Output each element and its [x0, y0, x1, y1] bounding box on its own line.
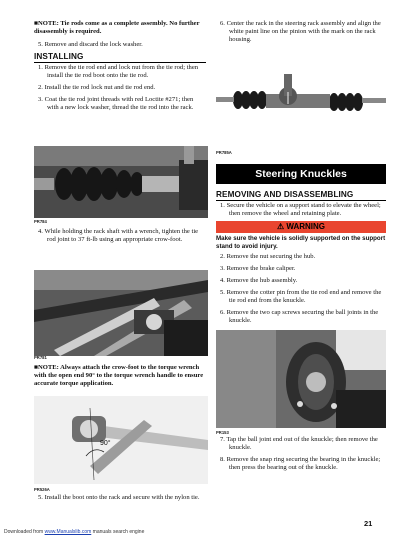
angle-90-label: 90°: [100, 440, 111, 447]
knuckle-step-2: 2. Remove the nut securing the hub.: [220, 253, 316, 260]
warning-banner: ⚠ WARNING: [216, 221, 386, 233]
step-4-tighten: 4. While holding the rack shaft with a wrench, tighten the tie rod joint to 37 ft-lb using an appropriate crow-foot.: [38, 228, 199, 243]
knuckle-step-6: 6. Remove the two cap screws securing the ball joints in the knuckle.: [220, 309, 379, 324]
photo-caption-pr781: PR781: [34, 355, 47, 360]
download-footer: [4, 529, 144, 535]
install-step-1: 1. Remove the tie rod end and lock nut from the tie rod; then install the tie rod boot onto the tie rod.: [38, 64, 199, 79]
download-prefix: Downloaded from: [4, 529, 45, 535]
step-6-center-rack: 6. Center the rack in the steering rack assembly and align the white paint line on the pinion with the mark on the rack housing.: [220, 20, 381, 43]
step-5-install-boot: 5. Install the boot onto the rack and secure with the nylon tie.: [38, 494, 200, 501]
download-suffix: manuals search engine: [91, 529, 145, 535]
photo-crowfoot-angle: [34, 396, 208, 484]
photo-caption-pr153: PR153: [216, 430, 229, 435]
note-tie-rods: ■NOTE: Tie rods come as a complete assembly. No further disassembly is required.: [34, 20, 200, 35]
manualslib-link[interactable]: www.Manualslib.com: [44, 529, 92, 535]
photo-tie-rod-boot: [34, 146, 208, 218]
photo-wrench-crowfoot: [34, 270, 208, 356]
install-step-2: 2. Install the tie rod lock nut and tie rod end.: [38, 84, 156, 91]
removing-heading: REMOVING AND DISASSEMBLING: [216, 190, 386, 201]
note-crowfoot: ■NOTE: Always attach the crow-foot to the torque wrench with the open end 90° to the torque wrench handle to ensure accurate torque application.: [34, 364, 204, 387]
section-title-steering-knuckles: Steering Knuckles: [216, 164, 386, 184]
knuckle-step-8: 8. Remove the snap ring securing the bearing in the knuckle; then press the bearing out of the knuckle.: [220, 456, 381, 471]
warning-text: Make sure the vehicle is solidly supported on the support stand to avoid injury.: [216, 235, 386, 250]
photo-knuckle: [216, 330, 386, 428]
page-number: 21: [364, 519, 373, 528]
knuckle-step-5: 5. Remove the cotter pin from the tie rod end and remove the tie rod end from the knuckle.: [220, 289, 382, 304]
step-5-lock-washer: 5. Remove and discard the lock washer.: [38, 41, 143, 48]
photo-steering-rack: [216, 52, 386, 144]
install-step-3: 3. Coat the tie rod joint threads with red Loctite #271; then with a new lock washer, thread the tie rod into the rack.: [38, 96, 194, 111]
photo-caption-pr785a: PR785A: [216, 150, 232, 155]
knuckle-step-4: 4. Remove the hub assembly.: [220, 277, 298, 284]
knuckle-step-1: 1. Secure the vehicle on a support stand to elevate the wheel; then remove the wheel and retaining plate.: [220, 202, 381, 217]
knuckle-step-7: 7. Tap the ball joint end out of the knuckle; then remove the knuckle.: [220, 436, 378, 451]
knuckle-step-3: 3. Remove the brake caliper.: [220, 265, 296, 272]
photo-caption-pr784: PR784: [34, 219, 47, 224]
photo-caption-pr526a: PR526A: [34, 487, 50, 492]
installing-heading: INSTALLING: [34, 52, 206, 63]
